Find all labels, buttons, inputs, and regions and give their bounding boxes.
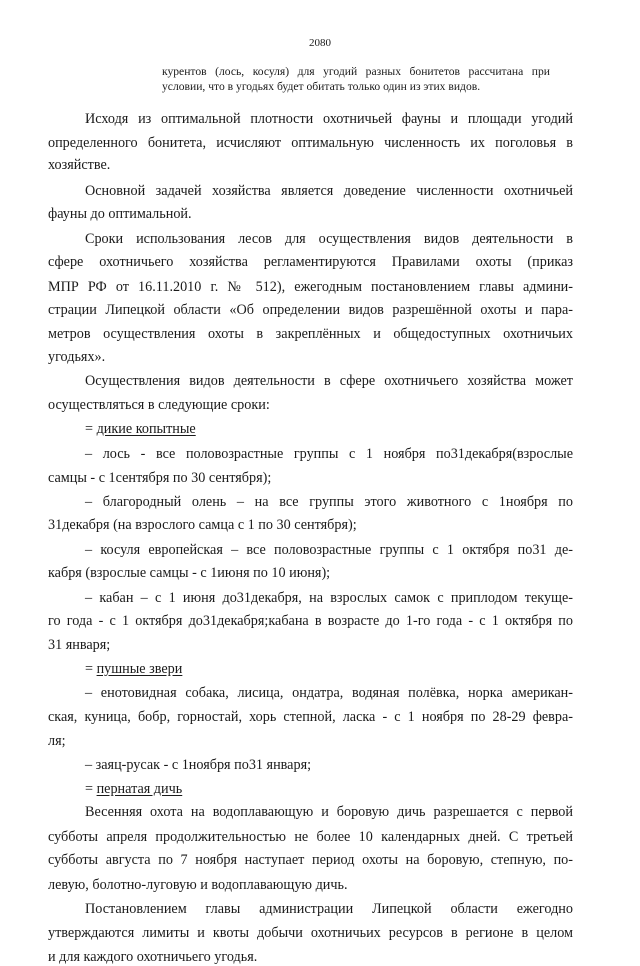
section-heading xyxy=(85,781,573,798)
text-line: и для каждого охотничьего угодья. xyxy=(48,949,258,965)
footnote-line: условии, что в угодьях будет обитать только один из этих видов. xyxy=(162,80,481,93)
text-line: 31 января; xyxy=(48,637,111,653)
text-line: самцы - с 1сентября по 30 сентября); xyxy=(48,470,272,486)
text-line: страции Липецкой области «Об определении видов разрешённой охоты и пара- xyxy=(48,302,573,318)
text-line: – заяц-русак - с 1ноября по31 января; xyxy=(85,757,312,773)
text-line: Основной задачей хозяйства является доведение численности охотничьей xyxy=(85,183,573,199)
text-line: Сроки использования лесов для осуществления видов деятельности в xyxy=(85,231,573,247)
page-number: 2080 xyxy=(309,37,331,49)
text-line: субботы апреля продолжительностью не более 10 календарных дней. С третьей xyxy=(48,829,573,845)
text-line: – лось - все половозрастные группы с 1 ноября по31декабря(взрослые xyxy=(85,446,573,462)
section-heading-label: пернатая дичь xyxy=(96,781,183,797)
text-line: утверждаются лимиты и квоты добычи охотничьих ресурсов в регионе в целом xyxy=(48,925,573,941)
text-line: – косуля европейская – все половозрастные группы с 1 октября по31 де- xyxy=(85,542,573,558)
text-line: – кабан – с 1 июня до31декабря, на взрослых самок с приплодом текуще- xyxy=(85,590,573,606)
section-heading-prefix: = xyxy=(85,781,97,797)
text-line: фауны до оптимальной. xyxy=(48,206,192,222)
text-line: Исходя из оптимальной плотности охотничьей фауны и площади угодий xyxy=(85,111,573,127)
text-line: хозяйстве. xyxy=(48,157,111,173)
text-line: осуществляться в следующие сроки: xyxy=(48,397,270,413)
text-line: кабря (взрослые самцы - с 1июня по 10 июня); xyxy=(48,565,331,581)
text-line: субботы августа по 7 ноября наступает период охоты на боровую, степную, по- xyxy=(48,852,573,868)
section-heading-label: дикие копытные xyxy=(96,421,196,437)
text-line: Осуществления видов деятельности в сфере охотничьего хозяйства может xyxy=(85,373,573,389)
section-heading xyxy=(85,421,573,438)
section-heading-prefix: = xyxy=(85,421,97,437)
text-line: угодьях». xyxy=(48,349,106,365)
section-heading xyxy=(85,661,573,678)
text-line: го года - с 1 октября до31декабря;кабана в возрасте до 1-го года - с 1 октября по xyxy=(48,613,573,629)
text-line: ская, куница, бобр, горностай, хорь степной, ласка - с 1 ноября по 28-29 февра- xyxy=(48,709,573,725)
text-line: – енотовидная собака, лисица, ондатра, водяная полёвка, норка американ- xyxy=(85,685,573,701)
text-line: левую, болотно-луговую и водоплавающую дичь. xyxy=(48,877,348,893)
text-line: Постановлением главы администрации Липецкой области ежегодно xyxy=(85,901,573,917)
section-heading-label: пушные звери xyxy=(96,661,183,677)
section-heading-prefix: = xyxy=(85,661,97,677)
text-line: метров осуществления охоты в закреплённых и общедоступных охотничьих xyxy=(48,326,573,342)
text-line: Весенняя охота на водоплавающую и боровую дичь разрешается с первой xyxy=(85,804,573,820)
text-line: ля; xyxy=(48,733,66,749)
text-line: МПР РФ от 16.11.2010 г. № 512), ежегодным постановлением главы админи- xyxy=(48,279,573,295)
text-line: определенного бонитета, исчисляют оптимальную численность их поголовья в xyxy=(48,135,573,151)
text-line: 31декабря (на взрослого самца с 1 по 30 сентября); xyxy=(48,517,357,533)
text-line: – благородный олень – на все группы этого животного с 1ноября по xyxy=(85,494,573,510)
text-line: сфере охотничьего хозяйства регламентируются Правилами охоты (приказ xyxy=(48,254,573,270)
footnote-line: курентов (лось, косуля) для угодий разных бонитетов рассчитана при xyxy=(162,65,550,78)
